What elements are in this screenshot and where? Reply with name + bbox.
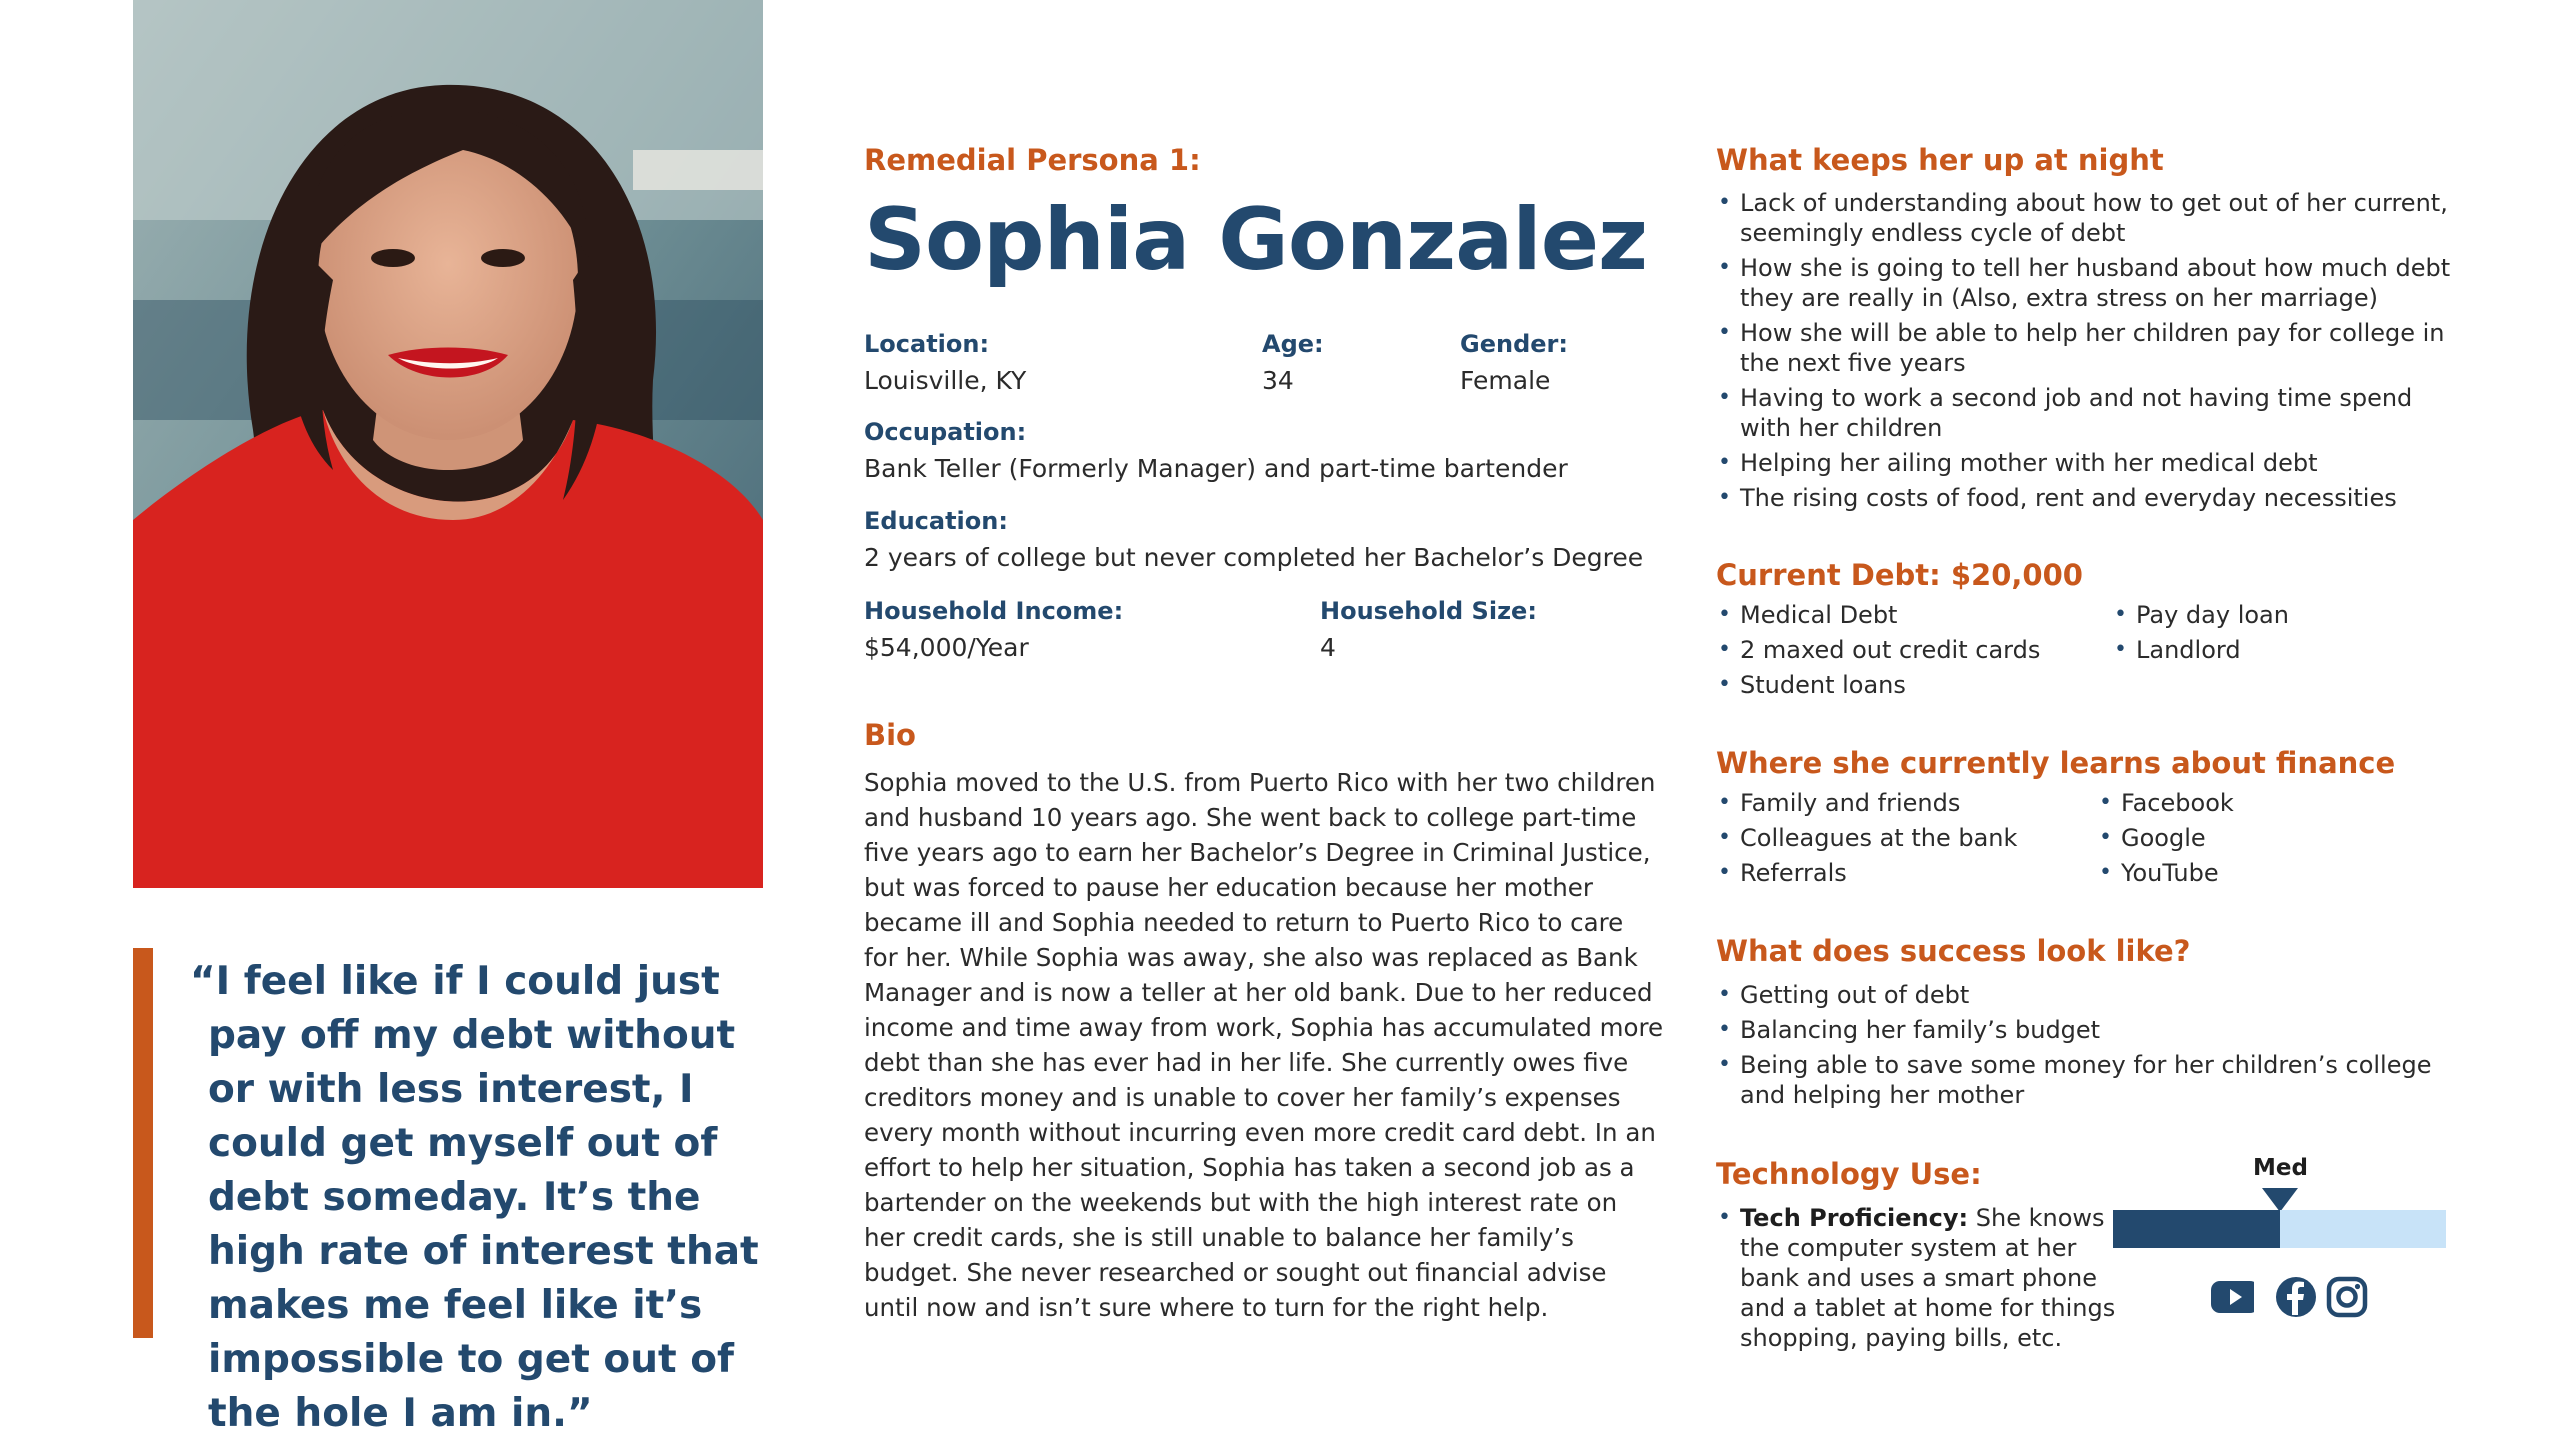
list-item: • Colleagues at the bank [1716,823,2096,853]
worries-list [1716,188,2456,518]
success-list [1716,980,2466,1115]
education-field [864,507,1643,572]
list-item: • Landlord [2112,635,2452,665]
tech-level-bar-fill [2113,1210,2280,1248]
debt-title: Current Debt: $20,000 [1716,558,2083,592]
learn-list-col2 [2097,788,2437,893]
list-item: • Student loans [1716,670,2106,700]
list-item: • Balancing her family’s budget [1716,1015,2466,1045]
tech-proficiency-label: Tech Proficiency: [1740,1204,1969,1232]
list-item: • Family and friends [1716,788,2096,818]
persona-quote: “I feel like if I could just pay off my debt without or with less interest, I could get myself out of debt someday. It’s the high rate of interest that makes me feel like it’s impossible to get out of the hole I am in.” [190,959,759,1436]
list-item: • Referrals [1716,858,2096,888]
tech-proficiency [1716,1203,2116,1358]
household-size-field [1320,597,1537,662]
list-item: • 2 maxed out credit cards [1716,635,2106,665]
list-item: • Lack of understanding about how to get out of her current, seemingly endless cycle of debt [1716,188,2456,248]
bio-title: Bio [864,718,916,752]
gender-value: Female [1460,366,1551,395]
instagram-icon [2325,1275,2369,1323]
worries-title: What keeps her up at night [1716,143,2164,177]
education-label: Education: [864,507,1008,535]
persona-photo [133,0,763,888]
facebook-icon [2274,1275,2318,1323]
age-label: Age: [1262,330,1324,358]
tech-title: Technology Use: [1716,1157,1982,1191]
tech-level-label: Med [2253,1155,2308,1181]
debt-list-col2 [2112,600,2452,670]
list-item: • Pay day loan [2112,600,2452,630]
list-item: • How she will be able to help her children pay for college in the next five years [1716,318,2456,378]
list-item: • Being able to save some money for her children’s college and helping her mother [1716,1050,2466,1110]
bio-text: Sophia moved to the U.S. from Puerto Rico with her two children and husband 10 years ago. She went back to college part-time five years ago to earn her Bachelor’s Degree in Criminal Justice, but was forced to pause her education because her mother became ill and Sophia needed to return to Puerto Rico to care for her. While Sophia was away, she also was replaced as Bank Manager and is now a teller at her old bank. Due to her reduced income and time away from work, Sophia has accumulated more debt than she has ever had in her life. She currently owes five creditors money and is unable to cover her family’s expenses every month without incurring even more credit card debt. In an effort to help her situation, Sophia has taken a second job as a bartender on the weekends but with the high interest rate on her credit cards, she is still unable to balance her family’s budget. She never researched or sought out financial advise until now and isn’t sure where to turn for the right help. [864,768,1664,1322]
tech-proficiency-text: She knows the computer system at her bank and uses a smart phone and a tablet at home for things shopping, paying bills, etc. [1740,1204,2116,1352]
debt-list-col1 [1716,600,2106,705]
list-item: • Facebook [2097,788,2437,818]
occupation-value: Bank Teller (Formerly Manager) and part-time bartender [864,454,1568,483]
location-field [864,330,1026,395]
tech-proficiency-item [1716,1203,2116,1353]
tech-level-marker [2262,1188,2298,1212]
list-item: • The rising costs of food, rent and everyday necessities [1716,483,2456,513]
gender-field [1460,330,1568,395]
list-item: • How she is going to tell her husband about how much debt they are really in (Also, extra stress on her marriage) [1716,253,2456,313]
learn-list-col1 [1716,788,2096,893]
income-field [864,597,1123,662]
occupation-field [864,418,1568,483]
success-title: What does success look like? [1716,934,2191,968]
persona-name: Sophia Gonzalez [864,190,1648,290]
household-size-label: Household Size: [1320,597,1537,625]
list-item: • Getting out of debt [1716,980,2466,1010]
youtube-icon [2210,1275,2254,1323]
location-label: Location: [864,330,990,358]
quote-accent-bar [133,948,153,1338]
list-item: • Having to work a second job and not having time spend with her children [1716,383,2456,443]
list-item: • Google [2097,823,2437,853]
occupation-label: Occupation: [864,418,1027,446]
income-label: Household Income: [864,597,1124,625]
income-value: $54,000/Year [864,633,1029,662]
list-item: • Helping her ailing mother with her medical debt [1716,448,2456,478]
tech-level-bar-track [2280,1210,2446,1248]
household-size-value: 4 [1320,633,1336,662]
age-value: 34 [1262,366,1294,395]
list-item: • Medical Debt [1716,600,2106,630]
gender-label: Gender: [1460,330,1568,358]
list-item: • YouTube [2097,858,2437,888]
education-value: 2 years of college but never completed her Bachelor’s Degree [864,543,1644,572]
age-field [1262,330,1324,395]
persona-label: Remedial Persona 1: [864,143,1201,177]
location-value: Louisville, KY [864,366,1027,395]
learn-title: Where she currently learns about finance [1716,746,2396,780]
